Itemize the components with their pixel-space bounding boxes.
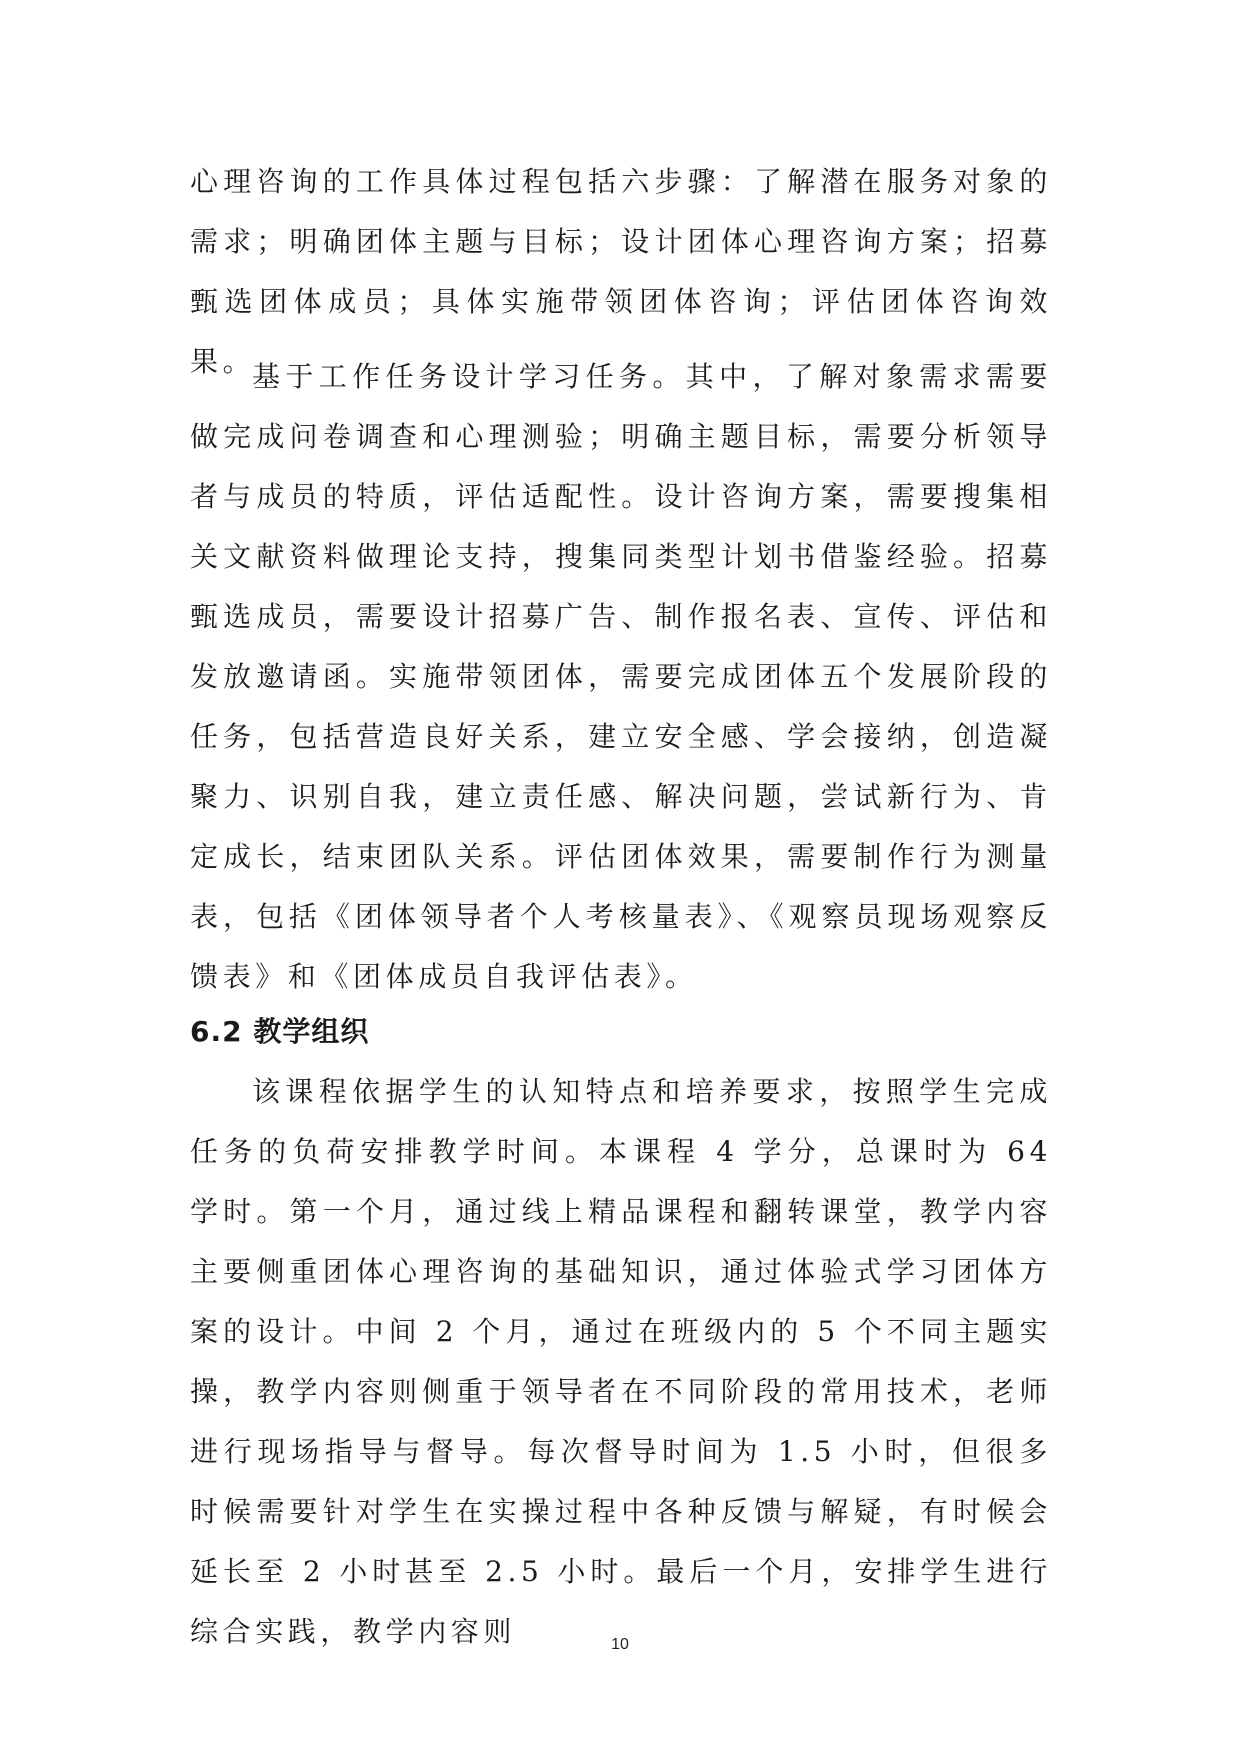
- paragraph-consulting-steps: 心理咨询的工作具体过程包括六步骤：了解潜在服务对象的需求；明确团体主题与目标；设计团体心理咨询方案；招募甄选团体成员；具体实施带领团体咨询；评估团体咨询效果。: [190, 165, 1052, 378]
- page-number: 10: [611, 1636, 629, 1653]
- paragraph-learning-tasks: 基于工作任务设计学习任务。其中，了解对象需求需要做完成问卷调查和心理测验；明确主题目标，需要分析领导者与成员的特质，评估适配性。设计咨询方案，需要搜集相关文献资料做理论支持，搜集同类型计划书借鉴经验。招募甄选成员，需要设计招募广告、制作报名表、宣传、评估和发放邀请函。实施带领团体，需要完成团体五个发展阶段的任务，包括营造良好关系，建立安全感、学会接纳，创造凝聚力、识别自我，建立责任感、解决问题，尝试新行为、肯定成长，结束团队关系。评估团体效果，需要制作行为测量表，包括《团体领导者个人考核量表》、《观察员现场观察反馈表》和《团体成员自我评估表》。: [190, 360, 1052, 993]
- paragraph-teaching-organization: 该课程依据学生的认知特点和培养要求，按照学生完成任务的负荷安排教学时间。本课程 4 学分，总课时为 64 学时。第一个月，通过线上精品课程和翻转课堂，教学内容主要侧重团体心理咨询的基础知识，通过体验式学习团体方案的设计。中间 2 个月，通过在班级内的 5 个不同主题实操，教学内容则侧重于领导者在不同阶段的常用技术，老师进行现场指导与督导。每次督导时间为 1.5 小时，但很多时候需要针对学生在实操过程中各种反馈与解疑，有时候会延长至 2 小时甚至 2.5 小时。最后一个月，安排学生进行综合实践，教学内容则: [190, 1075, 1052, 1648]
- section-heading: 6.2 教学组织: [190, 1015, 370, 1048]
